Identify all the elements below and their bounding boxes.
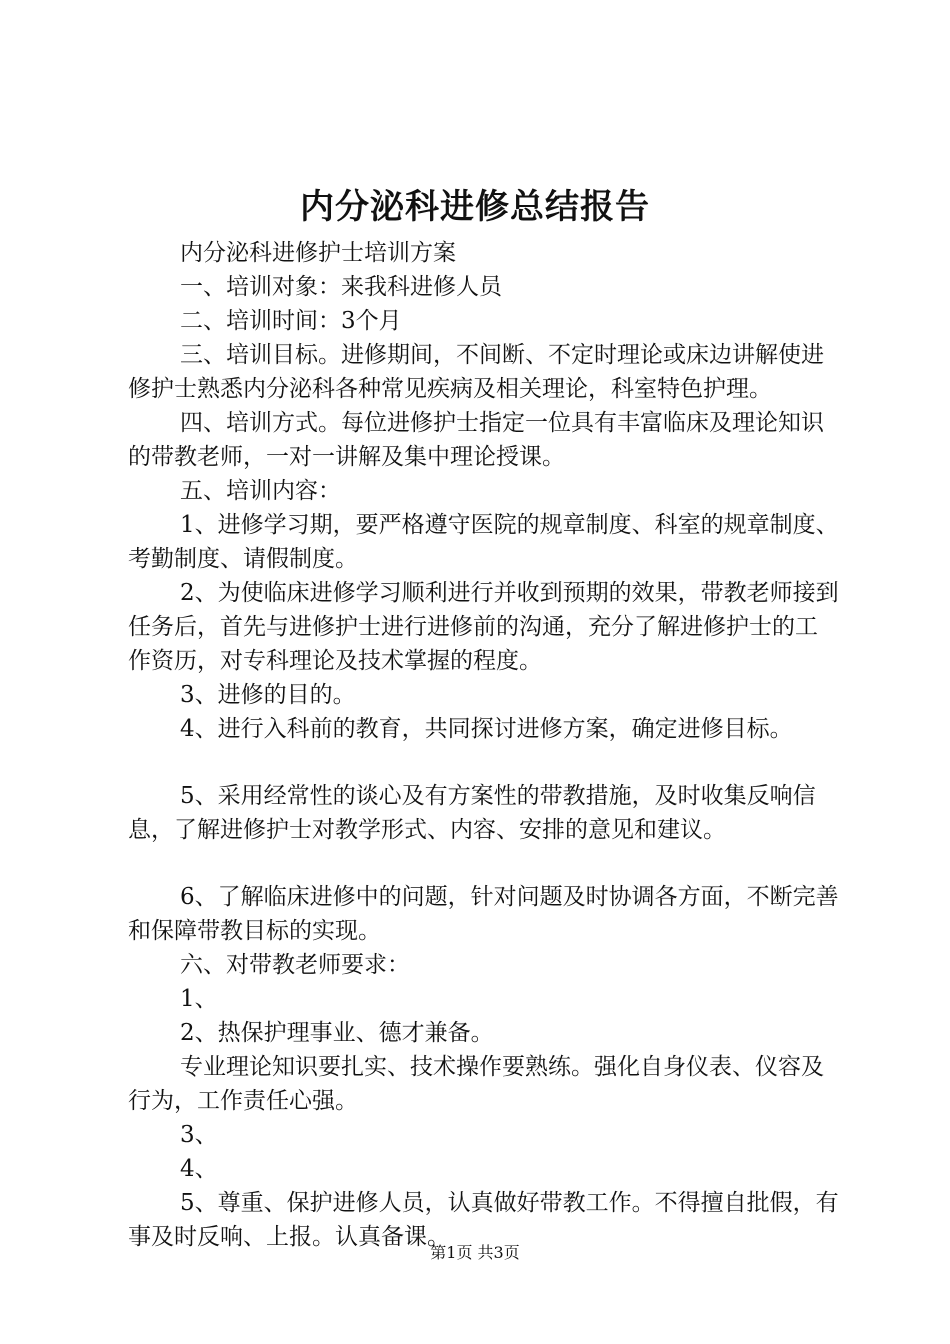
paragraph-requirement-item-1: 1、 — [180, 986, 218, 1012]
paragraph-content-item-5: 5、采用经常性的谈心及有方案性的带教措施，及时收集反响信息，了解进修护士对教学形式、内容、安排的意见和建议。 — [128, 783, 816, 843]
paragraph-content-item-1: 1、进修学习期，要严格遵守医院的规章制度、科室的规章制度、考勤制度、请假制度。 — [128, 512, 839, 572]
page-number-footer: 第1页 共3页 — [430, 1243, 520, 1262]
paragraph-requirement-item-2: 2、热保护理事业、德才兼备。 — [180, 1020, 494, 1046]
paragraph-training-method: 四、培训方式。每位进修护士指定一位具有丰富临床及理论知识的带教老师，一对一讲解及集中理论授课。 — [128, 410, 824, 470]
paragraph-requirement-item-3: 3、 — [180, 1122, 218, 1148]
paragraph-requirement-item-5: 5、尊重、保护进修人员，认真做好带教工作。不得擅自批假，有事及时反响、上报。认真备课。 — [128, 1190, 839, 1250]
paragraph-content-item-4: 4、进行入科前的教育，共同探讨进修方案，确定进修目标。 — [180, 716, 793, 742]
document-title: 内分泌科进修总结报告 — [300, 187, 650, 227]
document-body — [128, 236, 840, 1254]
paragraph-plan-title: 内分泌科进修护士培训方案 — [180, 240, 456, 266]
paragraph-requirement-item-4: 4、 — [180, 1156, 218, 1182]
paragraph-requirement-detail: 专业理论知识要扎实、技术操作要熟练。强化自身仪表、仪容及行为，工作责任心强。 — [128, 1054, 824, 1114]
paragraph-training-goal: 三、培训目标。进修期间，不间断、不定时理论或床边讲解使进修护士熟悉内分泌科各种常见疾病及相关理论，科室特色护理。 — [128, 342, 824, 402]
paragraph-content-item-6: 6、了解临床进修中的问题，针对问题及时协调各方面，不断完善和保障带教目标的实现。 — [128, 884, 839, 944]
paragraph-teacher-requirements-heading: 六、对带教老师要求： — [180, 952, 410, 978]
paragraph-content-item-3: 3、进修的目的。 — [180, 682, 356, 708]
paragraph-content-item-2: 2、为使临床进修学习顺利进行并收到预期的效果，带教老师接到任务后，首先与进修护士进行进修前的沟通，充分了解进修护士的工作资历，对专科理论及技术掌握的程度。 — [128, 580, 839, 674]
paragraph-training-time: 二、培训时间：3个月 — [180, 308, 402, 334]
paragraph-training-target: 一、培训对象：来我科进修人员 — [180, 274, 502, 300]
paragraph-training-content-heading: 五、培训内容： — [180, 478, 341, 504]
